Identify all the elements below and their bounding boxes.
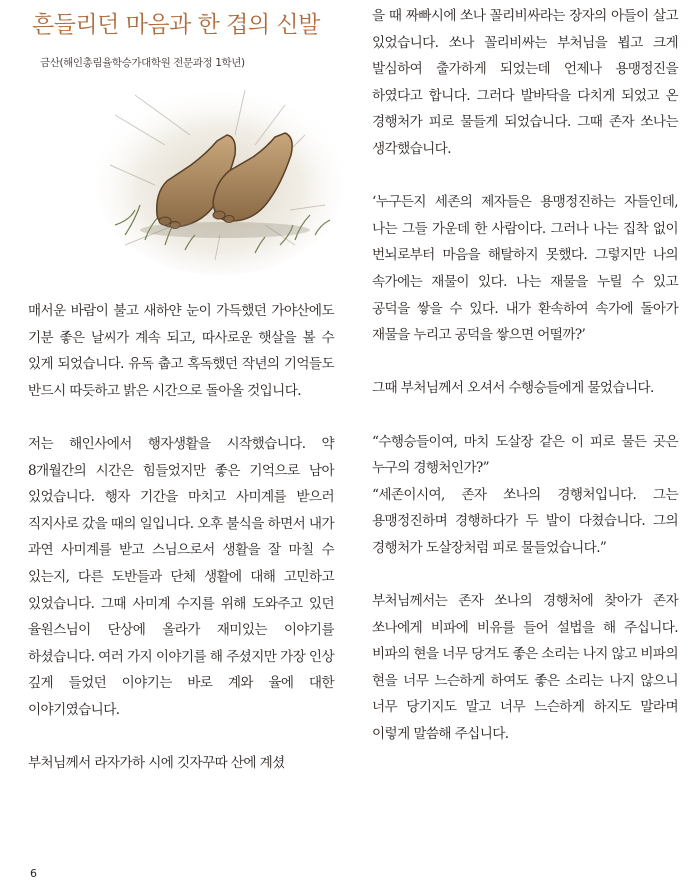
body-paragraph: 부처님께서 라자가하 시에 깃자꾸따 산에 계셨 [28, 755, 285, 772]
body-paragraph: 부처님께서는 존자 쏘나의 경행처에 찾아가 존자 쏘나에게 비파에 비유를 들어 설법을 해 주십니다. 비파의 현을 너무 당겨도 좋은 소리는 나지 않고 비파의 현을 너무 느슨하게 하여도 좋은 소리는 나지 않으니 너무 당기지도 말고 너무 느슨하게 하지도 말라며 이렇게 말씀해 주십니다. [372, 593, 678, 743]
article-title: 흔들리던 마음과 한 겹의 신발 [32, 12, 320, 38]
body-paragraph: 매서운 바람이 불고 새하얀 눈이 가득했던 가야산에도 기분 좋은 날씨가 계속 되고, 따사로운 햇살을 볼 수 있게 되었습니다. 유독 춥고 혹독했던 작년의 기억들도 반드시 따듯하고 밝은 시간으로 돌아올 것입니다. [28, 303, 334, 399]
body-paragraph: 저는 해인사에서 행자생활을 시작했습니다. 약 8개월간의 시간은 힘들었지만 좋은 기억으로 남아 있었습니다. 행자 기간을 마치고 사미계를 받으러 직지사로 갔을 때의 일입니다. 오후 불식을 하면서 내가 과연 사미계를 받고 스님으로서 생활을 잘 마칠 수 있는지, 다른 도반들과 단체 생활에 대해 고민하고 있었습니다. 그때 사미계 수지를 위해 도와주고 있던 율원스님이 단상에 올라가 재미있는 이야기를 하셨습니다. 여러 가지 이야기를 해 주셨지만 가장 인상 깊게 들었던 이야기는 바로 계와 율에 대한 이야기였습니다. [28, 435, 334, 718]
left-column [28, 298, 334, 777]
page-number: 6 [30, 867, 37, 880]
body-paragraph: 을 때 짜빠시에 쏘나 꼴리비싸라는 장자의 아들이 살고 있었습니다. 쏘나 꼴리비싸는 부처님을 뵙고 크게 발심하여 출가하게 되었는데 언제나 용맹정진을 하였다고 합니다. 그러다 발바닥을 다치게 되었고 온 경행처가 피로 물들게 되었습니다. 그때 존자 쏘나는 생각했습니다. [372, 8, 678, 157]
author-byline: 금산(해인총림율학승가대학원 전문과정 1학년) [40, 57, 245, 69]
right-column [372, 3, 678, 748]
dialogue-paragraph: “수행승들이여, 마치 도살장 같은 이 피로 물든 곳은 누구의 경행처인가?” [372, 433, 678, 477]
bare-feet-illustration [95, 75, 345, 275]
dialogue-paragraph: “세존이시여, 존자 쏘나의 경행처입니다. 그는 용맹정진하며 경행하다가 두 발이 다쳤습니다. 그의 경행처가 도살장처럼 피로 물들었습니다.” [372, 486, 678, 556]
quote-paragraph: ‘누구든지 세존의 제자들은 용맹정진하는 자들인데, 나는 그들 가운데 한 사람이다. 그러나 나는 집착 없이 번뇌로부터 마음을 해탈하지 못했다. 그렇지만 나의 속가에는 재물이 있다. 나는 재물을 누릴 수 있고 공덕을 쌓을 수 있다. 내가 환속하여 속가에 돌아가 재물을 누리고 공덕을 쌓으면 어떨까?’ [372, 194, 678, 344]
body-paragraph: 그때 부처님께서 오셔서 수행승들에게 물었습니다. [372, 380, 654, 397]
